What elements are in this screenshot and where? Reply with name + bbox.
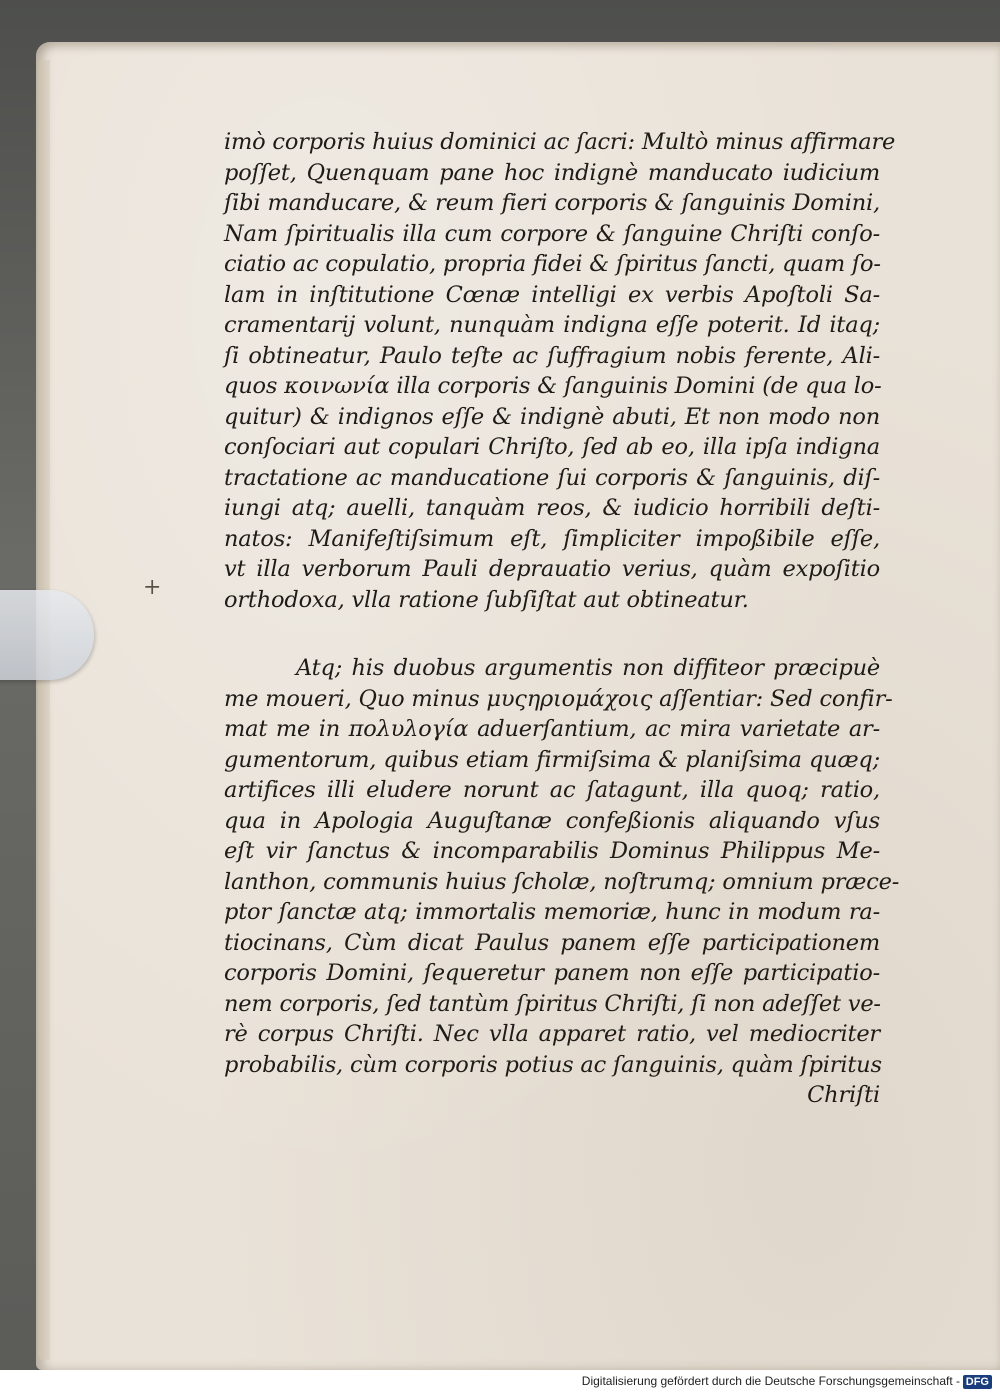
text-line: Atq; his duobus argumentis non diffiteor præcipuè <box>296 655 880 681</box>
text-line: natos: Manifeſtiſsimum eſt, ſimpliciter impoßibile eſſe, <box>224 525 880 552</box>
page-edge <box>38 60 50 1360</box>
text-line: cramentarij volunt, nunquàm indigna eſſe poterit. Id itaq; <box>224 312 880 338</box>
margin-mark: + <box>143 575 162 600</box>
footer-credit: Digitalisierung gefördert durch die Deutsche Forschungsgemeinschaft - <box>581 1374 960 1388</box>
page-marker-tab <box>0 590 94 680</box>
text-line: probabilis, cùm corporis potius ac ſanguinis, quàm ſpiritus <box>224 1051 882 1078</box>
text-line: corporis Domini, ſequeretur panem non eſſe participatio- <box>224 960 880 986</box>
text-line: vt illa verborum Pauli deprauatio verius, quàm expoſitio <box>224 556 880 582</box>
dfg-logo: DFG <box>963 1375 992 1389</box>
page-text <box>224 127 900 1111</box>
text-line: ciatio ac copulatio, propria fidei & ſpiritus ſancti, quam ſo- <box>224 251 881 277</box>
text-line: lam in inſtitutione Cœnæ intelligi ex verbis Apoſtoli Sa- <box>224 281 880 308</box>
paragraph-1 <box>224 127 896 615</box>
text-line: orthodoxa, vlla ratione ſubſiſtat aut obtineatur. <box>224 586 749 613</box>
text-line: lanthon, communis huius ſcholæ, noſtrumq; omnium præce- <box>224 868 900 895</box>
catchword: Chriſti <box>807 1082 880 1108</box>
footer-bar <box>0 1370 1000 1393</box>
paragraph-2 <box>224 653 900 1080</box>
text-line: eſt vir ſanctus & incomparabilis Dominus Philippus Me- <box>224 838 880 864</box>
text-line: mat me in πολυλογία aduerſantium, ac mira varietate ar- <box>224 716 880 742</box>
text-line: rè corpus Chriſti. Nec vlla apparet ratio, vel mediocriter <box>224 1021 880 1047</box>
text-line: qua in Apologia Auguſtanæ confeßionis aliquando vſus <box>224 807 880 834</box>
text-line: quitur) & indignos eſſe & indignè abuti, Et non modo non <box>224 403 880 430</box>
text-line: gumentorum, quibus etiam firmiſsima & planiſsima quæq; <box>224 746 880 773</box>
text-line: imò corporis huius dominici ac ſacri: Multò minus affirmare <box>224 129 896 155</box>
text-line: Nam ſpiritualis illa cum corpore & ſanguine Chriſti conſo- <box>224 220 880 247</box>
text-line: iungi atq; auelli, tanquàm reos, & iudicio horribili deſti- <box>224 495 880 521</box>
text-line: ſibi manducare, & reum fieri corporis & ſanguinis Domini, <box>224 190 880 216</box>
text-line: nem corporis, ſed tantùm ſpiritus Chriſti, ſi non adeſſet ve- <box>224 990 881 1017</box>
text-line: ptor ſanctæ atq; immortalis memoriæ, hunc in modum ra- <box>224 899 880 925</box>
text-line: me moueri, Quo minus μυςηριομάχοις aſſentiar: Sed confir- <box>224 685 893 712</box>
text-line: ſi obtineatur, Paulo teſte ac ſuffragium nobis ferente, Ali- <box>224 342 880 369</box>
text-line: poſſet, Quenquam pane hoc indignè manducato iudicium <box>224 159 880 186</box>
text-line: tractatione ac manducatione ſui corporis & ſanguinis, diſ- <box>224 464 880 491</box>
text-line: conſociari aut copulari Chriſto, ſed ab eo, illa ipſa indigna <box>224 434 880 460</box>
text-line: tiocinans, Cùm dicat Paulus panem eſſe participationem <box>224 929 880 956</box>
text-line: artifices illi eludere norunt ac ſatagunt, illa quoq; ratio, <box>224 777 880 803</box>
text-line: quos κοινωνία illa corporis & ſanguinis Domini (de qua lo- <box>224 373 882 399</box>
paragraph-gap <box>224 615 880 653</box>
